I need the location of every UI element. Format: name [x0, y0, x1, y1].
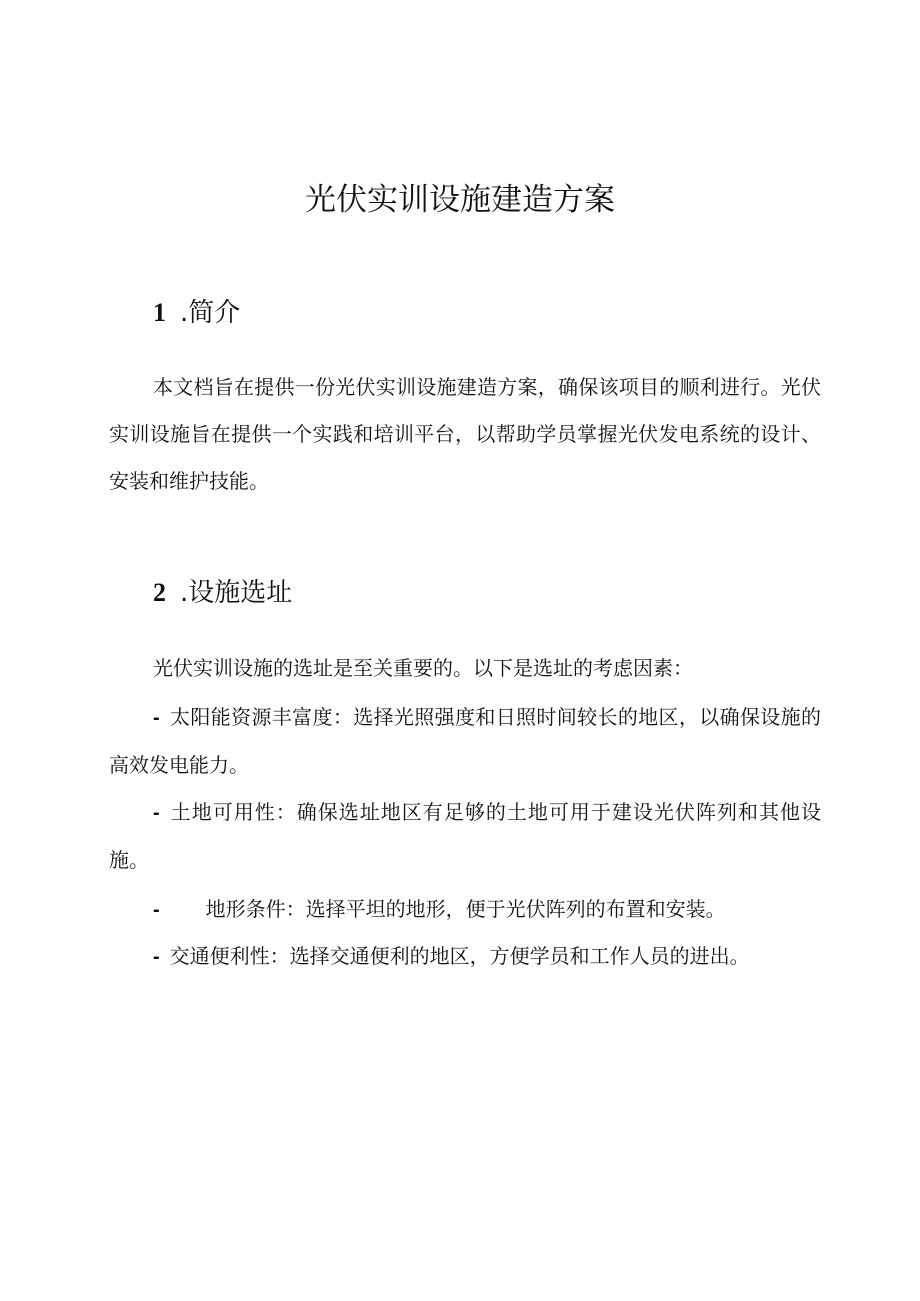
bullet-item-solar-resource: [109, 694, 821, 789]
site-selection-intro: 光伏实训设施的选址是至关重要的。以下是选址的考虑因素：: [153, 656, 693, 680]
bullet-dash: -: [153, 802, 160, 824]
bullet-text: 地形条件：选择平坦的地形，便于光伏阵列的布置和安装。: [205, 897, 726, 921]
bullet-text: 交通便利性：选择交通便利的地区，方便学员和工作人员的进出。: [169, 944, 750, 968]
section-heading-intro: [153, 293, 240, 333]
bullet-item-terrain: [109, 886, 821, 934]
bullet-dash: -: [153, 946, 160, 968]
document-title: 光伏实训设施建造方案: [305, 182, 615, 218]
bullet-dash: -: [153, 899, 160, 921]
section-title: .设施选址: [180, 578, 293, 608]
bullet-text: 太阳能资源丰富度：选择光照强度和日照时间较长的地区，以确保设施的高效发电能力。: [109, 705, 821, 777]
section-heading-site-selection: [153, 573, 292, 613]
section-number: 2: [153, 578, 166, 607]
intro-paragraph: 本文档旨在提供一份光伏实训设施建造方案，确保该项目的顺利进行。光伏实训设施旨在提供一个实践和培训平台，以帮助学员掌握光伏发电系统的设计、安装和维护技能。: [109, 375, 821, 493]
bullet-text: 土地可用性：确保选址地区有足够的土地可用于建设光伏阵列和其他设施。: [109, 800, 821, 872]
bullet-item-land-availability: [109, 789, 821, 884]
bullet-item-transportation: [109, 933, 821, 981]
section-title: .简介: [180, 298, 241, 328]
section-number: 1: [153, 298, 166, 327]
bullet-dash: -: [153, 707, 160, 729]
